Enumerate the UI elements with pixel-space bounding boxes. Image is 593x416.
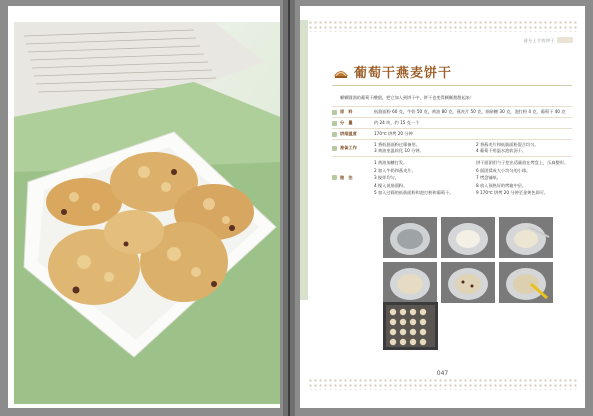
prep-step: 2 将燕麦片和低筋面粉混合均匀。 — [476, 142, 539, 147]
row-label: 分 量 — [340, 120, 353, 125]
book-gutter — [283, 0, 295, 416]
title-divider — [332, 85, 572, 86]
method-step: 8 放入预热好的烤箱中层。 — [476, 182, 527, 188]
side-color-strip — [300, 20, 308, 300]
prep-step: 3 黄油室温软化 10 分钟。 — [374, 148, 424, 153]
recipe-info-table — [332, 106, 572, 199]
step-photo — [499, 262, 553, 303]
top-dot-pattern — [308, 20, 578, 32]
row-label: 原 料 — [340, 109, 353, 114]
step-photo — [383, 217, 437, 258]
right-page — [300, 6, 585, 408]
recipe-title: 葡萄干燕麦饼干 — [354, 66, 453, 81]
leaf-bullet-icon — [332, 110, 337, 115]
method-step: 3 搅拌均匀。 — [374, 175, 399, 180]
prep-step: 1 将低筋面粉过筛备用。 — [374, 142, 420, 147]
info-row-temperature — [332, 128, 572, 139]
step-photo — [441, 262, 495, 303]
running-header: 部分上手的饼干 — [523, 38, 555, 43]
method-step: 1 黄油加糖打发。 — [374, 160, 408, 165]
method-step: 5 加入过筛的低筋面粉和泡打粉和葡萄干。 — [374, 190, 454, 195]
row-label: 准备工作 — [340, 145, 357, 150]
leaf-bullet-icon — [332, 146, 337, 151]
cookie-icon — [332, 64, 350, 80]
baking-tray-photo — [383, 302, 438, 350]
row-value: 低筋面粉 60 克，牛奶 50 克，黄油 80 克，燕麦片 50 克，细砂糖 30 克，泡打粉 4 克，葡萄干 40 克 — [374, 109, 566, 114]
step-photo — [499, 217, 553, 258]
left-page — [8, 6, 280, 408]
info-row-prep — [332, 139, 572, 156]
gutter-line — [288, 0, 290, 416]
header-tab — [557, 37, 573, 43]
cookie-photo — [14, 22, 280, 404]
recipe-intro: 颗颗圆润的葡萄干酸甜，把它加入到饼干中，饼干也变得颗颗甜甜起来！ — [340, 95, 475, 100]
prep-step: 4 葡萄干用温水泡软沥干。 — [476, 148, 527, 153]
method-step: 6 面团揉成大小均匀的小球。 — [476, 167, 531, 173]
info-row-portion — [332, 117, 572, 128]
bottom-dot-pattern — [308, 378, 578, 390]
step-photo — [383, 262, 437, 303]
method-steps-left — [374, 159, 470, 197]
method-step: 饼干面团用勺子挖出适量放在烤盘上，压扁整形。 — [476, 160, 569, 165]
method-step: 2 加入牛奶和燕麦片。 — [374, 167, 416, 173]
info-row-ingredients — [332, 106, 572, 117]
leaf-bullet-icon — [332, 132, 337, 137]
row-label: 做 法 — [340, 174, 353, 180]
row-value: 170℃ 烘烤 20 分钟 — [374, 131, 413, 136]
page-number: 047 — [434, 370, 451, 377]
step-photo-grid — [383, 217, 553, 303]
leaf-bullet-icon — [332, 121, 337, 126]
row-value: 约 24 块，约 15 克一个 — [374, 120, 420, 125]
row-label: 烘焙温度 — [340, 131, 357, 136]
info-row-method — [332, 156, 572, 199]
method-steps-right — [476, 159, 572, 197]
method-step: 9 170℃ 烘烤 20 分钟至金黄色即可。 — [476, 190, 549, 195]
method-step: 7 烤盘铺纸。 — [476, 175, 501, 180]
leaf-bullet-icon — [332, 175, 337, 180]
step-photo — [441, 217, 495, 258]
method-step: 4 搅入低筋面粉。 — [374, 182, 408, 188]
